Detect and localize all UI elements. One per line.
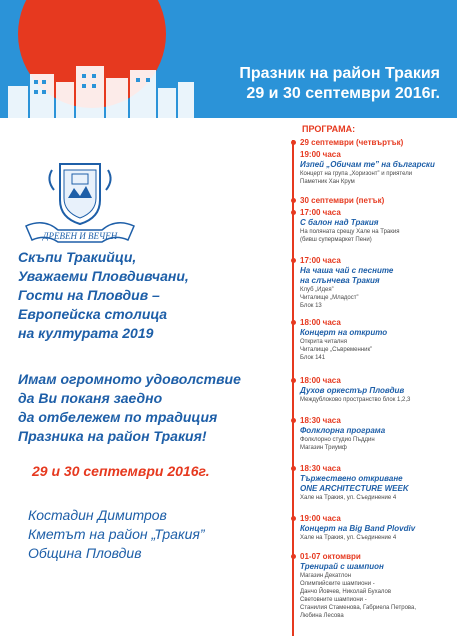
- event-time: 01-07 октомври: [300, 552, 361, 561]
- event-title: На чаша чай с песните: [300, 266, 394, 275]
- event-description: Хале на Тракия, ул. Съединение 4: [300, 495, 397, 501]
- program-event: [300, 208, 456, 244]
- event-description: На поляната срещу Хале на Тракия (бивш супермаркет Пени): [300, 229, 400, 243]
- event-description: Магазин Декатлон Олимпийските шампиони - Данчо Йовчев, Николай Бухалов Световните шампиони - Станилия Стаменова, Габриела Петрова, Любина Лесова: [300, 573, 417, 619]
- program-event: [300, 256, 456, 310]
- event-title: Духов оркестър Пловдив: [300, 386, 405, 395]
- signature-block: Костадин Димитров Кметът на район „Тракия” Община Пловдив: [28, 507, 205, 561]
- event-dates: 29 и 30 септември 2016г.: [246, 85, 440, 102]
- event-title: Тържествено откриване: [300, 474, 403, 483]
- program-event: [300, 552, 456, 620]
- program-event: [300, 464, 456, 502]
- program-event: [300, 150, 456, 186]
- event-time: 19:00 часа: [300, 150, 341, 159]
- event-title: Празник на район Тракия: [239, 65, 440, 82]
- event-title-continued: ONE ARCHITECTURE WEEK: [300, 484, 409, 493]
- program-title: ПРОГРАМА:: [302, 124, 356, 134]
- event-description: Фолклорно студио Пъддин Магазин Триумф: [300, 437, 375, 451]
- event-title: Фолклорна програма: [300, 426, 386, 435]
- event-time: 19:00 часа: [300, 514, 341, 523]
- event-time: 18:00 часа: [300, 376, 341, 385]
- program-day-heading: 30 септември (петък): [300, 196, 456, 206]
- event-time: 17:00 часа: [300, 256, 341, 265]
- event-description: Концерт на група „Хоризонт” и приятели Паметник Хан Крум: [300, 171, 413, 185]
- event-description: Открита читалня Читалище „Съвременник” Блок 141: [300, 339, 373, 361]
- event-title-continued: на слънчева Тракия: [300, 276, 380, 285]
- event-title: Концерт на Big Band Plovdiv: [300, 524, 416, 533]
- event-time: 18:00 часа: [300, 318, 341, 327]
- event-description: Междублоково пространство блок 1,2,3: [300, 397, 411, 403]
- program-event: [300, 416, 456, 452]
- event-time: 18:30 часа: [300, 416, 341, 425]
- program-event: [300, 514, 456, 542]
- event-description: Хале на Тракия, ул. Съединение 4: [300, 535, 397, 541]
- program-event: [300, 318, 456, 362]
- crest-ribbon-text: ДРЕВЕН И ВЕЧЕН: [42, 231, 118, 241]
- plovdiv-coat-of-arms-icon: [24, 160, 136, 246]
- event-description: Клуб „Идея” Читалище „Младост” Блок 13: [300, 287, 359, 309]
- program-day-heading: 29 септември (четвъртък): [300, 138, 456, 148]
- event-dates-highlight: 29 и 30 септември 2016г.: [32, 463, 210, 479]
- program-event: [300, 376, 456, 404]
- event-title: Концерт на открито: [300, 328, 388, 337]
- invitation-block: Имам огромното удоволствие да Ви поканя заедно да отбележем по традиция Празника на район Тракия!: [18, 371, 241, 444]
- event-title: С балон над Тракия: [300, 218, 379, 227]
- event-title: Тренирай с шампион: [300, 562, 384, 571]
- event-time: 17:00 часа: [300, 208, 341, 217]
- greeting-block: Скъпи Тракийци, Уважаеми Пловдивчани, Гости на Пловдив – Европейска столица на културата 2019: [18, 249, 189, 341]
- event-time: 18:30 часа: [300, 464, 341, 473]
- event-title: Изпей „Обичам те” на български: [300, 160, 435, 169]
- header-banner: [0, 0, 457, 118]
